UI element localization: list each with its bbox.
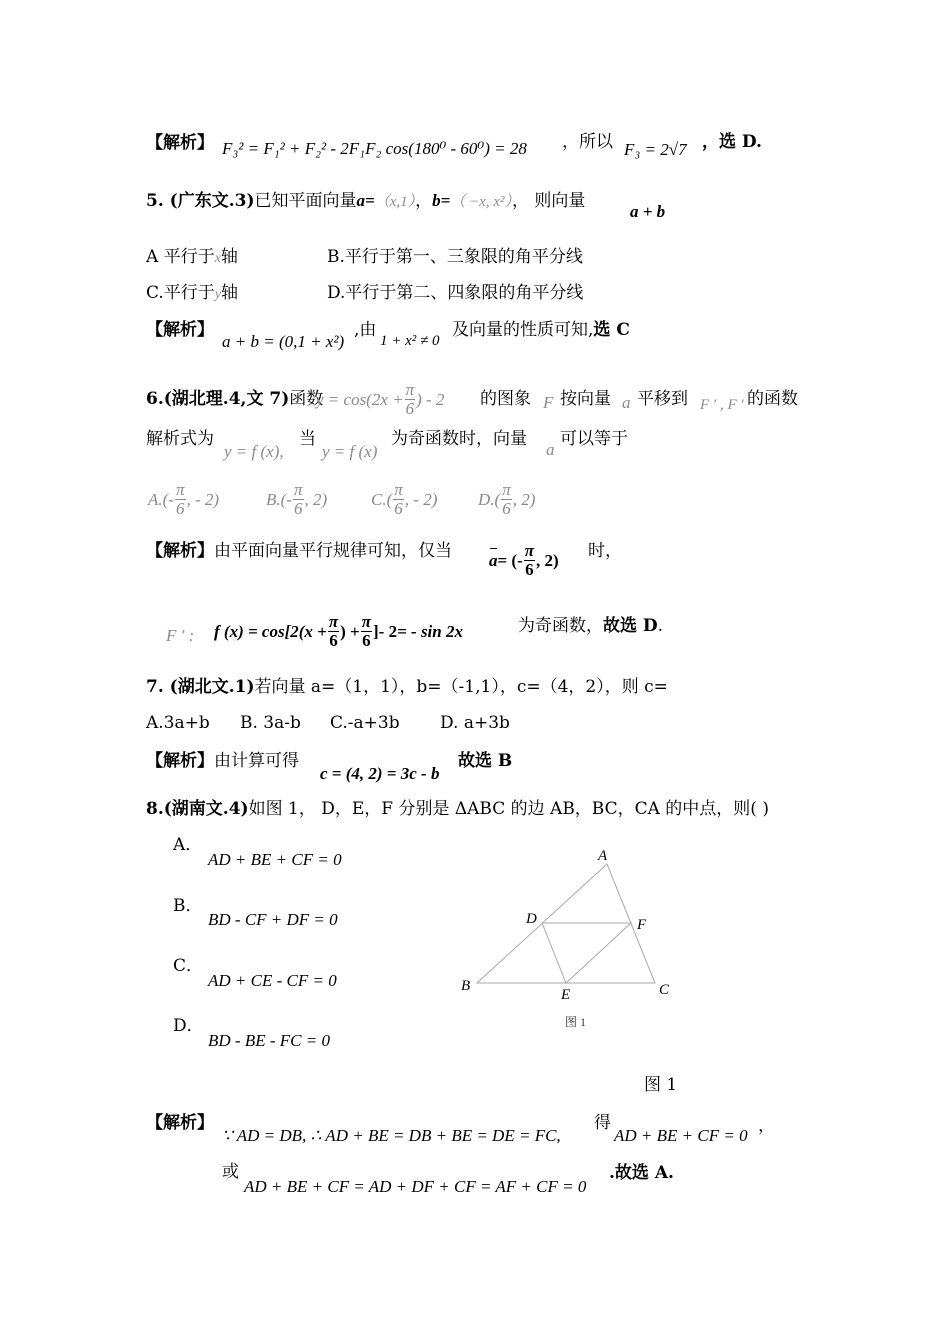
opt-r: , 2) bbox=[512, 489, 536, 509]
vector-b-value: （ −x, x²） bbox=[450, 194, 512, 210]
label-a: A bbox=[598, 848, 608, 864]
q4-text: ，所以 bbox=[562, 132, 613, 152]
opt-l: D.( bbox=[478, 489, 501, 509]
opt-r: , 2) bbox=[304, 489, 328, 509]
q8-option-c: AD + CE - CF = 0 bbox=[208, 971, 337, 990]
vector-b-label: b= bbox=[432, 191, 451, 210]
num: π bbox=[293, 480, 303, 499]
fraction bbox=[328, 613, 339, 650]
func-part: ) - 2 bbox=[416, 389, 445, 409]
triangle-lines bbox=[477, 864, 655, 983]
q8-text: 如图 1， D，E，F 分别是 ΔABC 的边 AB，BC，CA 的中点，则( ) bbox=[248, 799, 769, 819]
formula-r: , 2) bbox=[536, 550, 559, 570]
formula-part: ]- 2 bbox=[373, 621, 398, 641]
text: 为奇函数， bbox=[518, 616, 603, 636]
q6-analysis-formula bbox=[489, 542, 559, 579]
q6-text-3: 按向量 bbox=[560, 389, 611, 409]
q8-analysis-comma: ， bbox=[758, 1116, 775, 1136]
func-part: y = cos(2x + bbox=[316, 389, 404, 409]
q4-answer: ，选 D. bbox=[702, 132, 762, 152]
triangle-figure bbox=[450, 840, 700, 1040]
opt-r: , - 2) bbox=[186, 489, 220, 509]
fraction bbox=[393, 481, 404, 518]
fraction bbox=[501, 481, 512, 518]
analysis-tag: 【解析】 bbox=[146, 1113, 214, 1133]
formula-part: = - sin 2x bbox=[397, 621, 463, 641]
num: π bbox=[394, 480, 403, 499]
q6-function bbox=[316, 381, 444, 418]
q6-Fprime-2: F ′ : bbox=[166, 626, 195, 645]
q6-yfx-2: y = f (x) bbox=[322, 442, 378, 461]
q8-option-b-label: B． bbox=[173, 896, 203, 916]
q5-text-2: ， 则向量 bbox=[511, 191, 586, 211]
q5-analysis bbox=[146, 322, 214, 339]
num: π bbox=[328, 612, 339, 631]
question-number: 7. (湖北文.1) bbox=[146, 677, 255, 697]
num: π bbox=[361, 612, 372, 631]
fraction bbox=[524, 542, 535, 579]
analysis-tag: 【解析】 bbox=[146, 541, 214, 561]
q8-option-a: AD + BE + CF = 0 bbox=[208, 850, 342, 869]
q6-text-4: 平移到 bbox=[637, 389, 688, 409]
formula-l: = (- bbox=[497, 550, 523, 570]
opt-l: A.(- bbox=[148, 489, 174, 509]
q5-analysis-text-2 bbox=[452, 322, 630, 339]
option-var: x bbox=[214, 251, 221, 266]
text: 的图象 bbox=[480, 389, 531, 409]
q6-a-2: a bbox=[546, 440, 555, 459]
q5-option-d: D.平行于第二、四象限的角平分线 bbox=[327, 283, 584, 303]
q8-option-a-label: A． bbox=[173, 835, 203, 855]
q5-text: 已知平面向量 bbox=[254, 191, 357, 211]
q5-analysis-formula-2: 1 + x² ≠ 0 bbox=[380, 333, 440, 349]
analysis-tag: 【解析】 bbox=[146, 133, 214, 153]
q7-option-a: A.3a+b bbox=[146, 713, 210, 733]
q7-option-d: D. a+3b bbox=[440, 713, 510, 733]
formula-part: f (x) = cos[2(x + bbox=[214, 621, 327, 641]
fraction bbox=[405, 381, 416, 418]
label-f: F bbox=[637, 917, 647, 933]
question-number: 5. (广东文.3) bbox=[146, 191, 255, 211]
den: 6 bbox=[502, 498, 511, 518]
q8-analysis bbox=[146, 1115, 214, 1132]
q6-analysis-end bbox=[518, 618, 663, 635]
formula-part: ) + bbox=[340, 621, 360, 641]
q8-option-c-label: C． bbox=[173, 956, 204, 976]
midpoint-triangle bbox=[542, 923, 631, 983]
option-text: 轴 bbox=[221, 283, 239, 303]
q6-text-5: 的函数 bbox=[747, 389, 798, 409]
q6-text-dang: 当 bbox=[299, 429, 316, 449]
q7-option-b: B. 3a-b bbox=[240, 713, 301, 733]
q7-answer: 故选 B bbox=[458, 751, 513, 771]
q4-result: F₃ = 2√7 bbox=[624, 140, 687, 159]
option-text: A 平行于 bbox=[146, 247, 215, 267]
q6-stem-2 bbox=[480, 391, 531, 408]
q8-answer: .故选 A. bbox=[609, 1163, 674, 1183]
vector-a-label: a= bbox=[356, 191, 375, 210]
q6-option-d bbox=[478, 481, 535, 518]
q7-analysis-formula: c = (4, 2) = 3c - b bbox=[320, 764, 440, 783]
opt-l: C.( bbox=[371, 489, 393, 509]
separator: ， bbox=[415, 191, 433, 211]
q6-analysis-formula-2 bbox=[214, 613, 463, 650]
fraction bbox=[293, 481, 304, 518]
label-e: E bbox=[561, 987, 571, 1003]
text: 及向量的性质可知, bbox=[452, 320, 594, 340]
den: 6 bbox=[394, 498, 403, 518]
num: π bbox=[502, 480, 511, 499]
q5-option-c bbox=[146, 285, 238, 302]
label-c: C bbox=[659, 982, 670, 998]
den: 6 bbox=[525, 559, 534, 579]
q6-Fprime: F ′ , F ′ bbox=[700, 397, 744, 413]
q6-text-odd: 为奇函数时，向量 bbox=[391, 429, 527, 449]
analysis-text: 由计算可得 bbox=[214, 751, 299, 771]
figure-caption-small: 图 1 bbox=[565, 1015, 587, 1029]
q6-analysis bbox=[146, 543, 452, 560]
den: 6 bbox=[329, 630, 338, 650]
analysis-tag: 【解析】 bbox=[146, 751, 214, 771]
answer: 选 C bbox=[593, 320, 630, 340]
q8-option-b: BD - CF + DF = 0 bbox=[208, 910, 338, 929]
q6-option-c bbox=[371, 481, 437, 518]
q6-option-b bbox=[266, 481, 327, 518]
q8-stem bbox=[146, 801, 769, 818]
q6-option-a bbox=[148, 481, 219, 518]
den: 6 bbox=[293, 498, 303, 518]
num: π bbox=[175, 480, 185, 499]
analysis-text: 由平面向量平行规律可知，仅当 bbox=[214, 541, 452, 561]
num: π bbox=[405, 380, 415, 399]
q8-option-d: BD - BE - FC = 0 bbox=[208, 1031, 330, 1050]
q8-analysis-or: 或 bbox=[222, 1162, 239, 1182]
q7-stem bbox=[146, 679, 668, 696]
q5-stem bbox=[146, 192, 585, 210]
q8-option-d-label: D． bbox=[173, 1016, 204, 1036]
answer: 故选 D bbox=[603, 616, 658, 636]
q6-analysis-text-2: 时， bbox=[588, 541, 622, 561]
question-number: 8.(湖南文.4) bbox=[146, 799, 249, 819]
option-text: C.平行于 bbox=[146, 283, 215, 303]
q6-a: a bbox=[622, 393, 631, 412]
den: 6 bbox=[175, 498, 185, 518]
q4-analysis bbox=[146, 135, 214, 152]
q4-formula: F₃² = F₁² + F₂² - 2F₁F₂ cos(180⁰ - 60⁰) = 28 bbox=[222, 139, 527, 158]
question-number: 6.(湖北理.4,文 7) bbox=[146, 389, 290, 409]
vector-a: a bbox=[489, 550, 498, 570]
label-b: B bbox=[461, 978, 471, 994]
q5-option-b: B.平行于第一、三象限的角平分线 bbox=[327, 247, 583, 267]
label-d: D bbox=[526, 911, 537, 927]
den: 6 bbox=[405, 398, 415, 418]
q5-analysis-formula: a + b = (0,1 + x²) bbox=[222, 332, 345, 351]
q8-analysis-formula-3: AD + BE + CF = AD + DF + CF = AF + CF = 0 bbox=[244, 1177, 587, 1196]
q6-stem bbox=[146, 391, 323, 408]
vector-sum: a + b bbox=[630, 202, 666, 221]
q5-option-a bbox=[146, 249, 238, 266]
figure-caption: 图 1 bbox=[644, 1075, 678, 1095]
analysis-tag: 【解析】 bbox=[146, 320, 214, 340]
q8-analysis-formula-2: AD + BE + CF = 0 bbox=[614, 1126, 748, 1145]
fraction bbox=[361, 613, 372, 650]
opt-r: , - 2) bbox=[404, 489, 438, 509]
option-var: y bbox=[214, 287, 222, 302]
q5-analysis-text: ,由 bbox=[354, 320, 377, 340]
q6-F: F bbox=[543, 393, 554, 412]
q6-text-equal: 可以等于 bbox=[560, 429, 628, 449]
opt-l: B.(- bbox=[266, 489, 292, 509]
q6-line2: 解析式为 bbox=[146, 429, 214, 449]
q7-option-c: C.-a+3b bbox=[330, 713, 400, 733]
q8-analysis-text: 得 bbox=[594, 1113, 611, 1133]
q7-text: 若向量 a=（1，1），b=（-1,1），c=（4，2），则 c= bbox=[254, 677, 668, 697]
q7-analysis bbox=[146, 753, 299, 770]
q8-analysis-formula: ∵ AD = DB, ∴ AD + BE = DB + BE = DE = FC, bbox=[222, 1126, 561, 1145]
vector-a-value: （x,1） bbox=[374, 194, 416, 210]
den: 6 bbox=[362, 630, 371, 650]
fraction bbox=[175, 481, 186, 518]
option-text: 轴 bbox=[220, 247, 238, 267]
q6-text: 函数 bbox=[289, 389, 324, 409]
dot: . bbox=[657, 616, 664, 636]
q6-yfx: y = f (x), bbox=[224, 442, 284, 461]
num: π bbox=[524, 541, 535, 560]
